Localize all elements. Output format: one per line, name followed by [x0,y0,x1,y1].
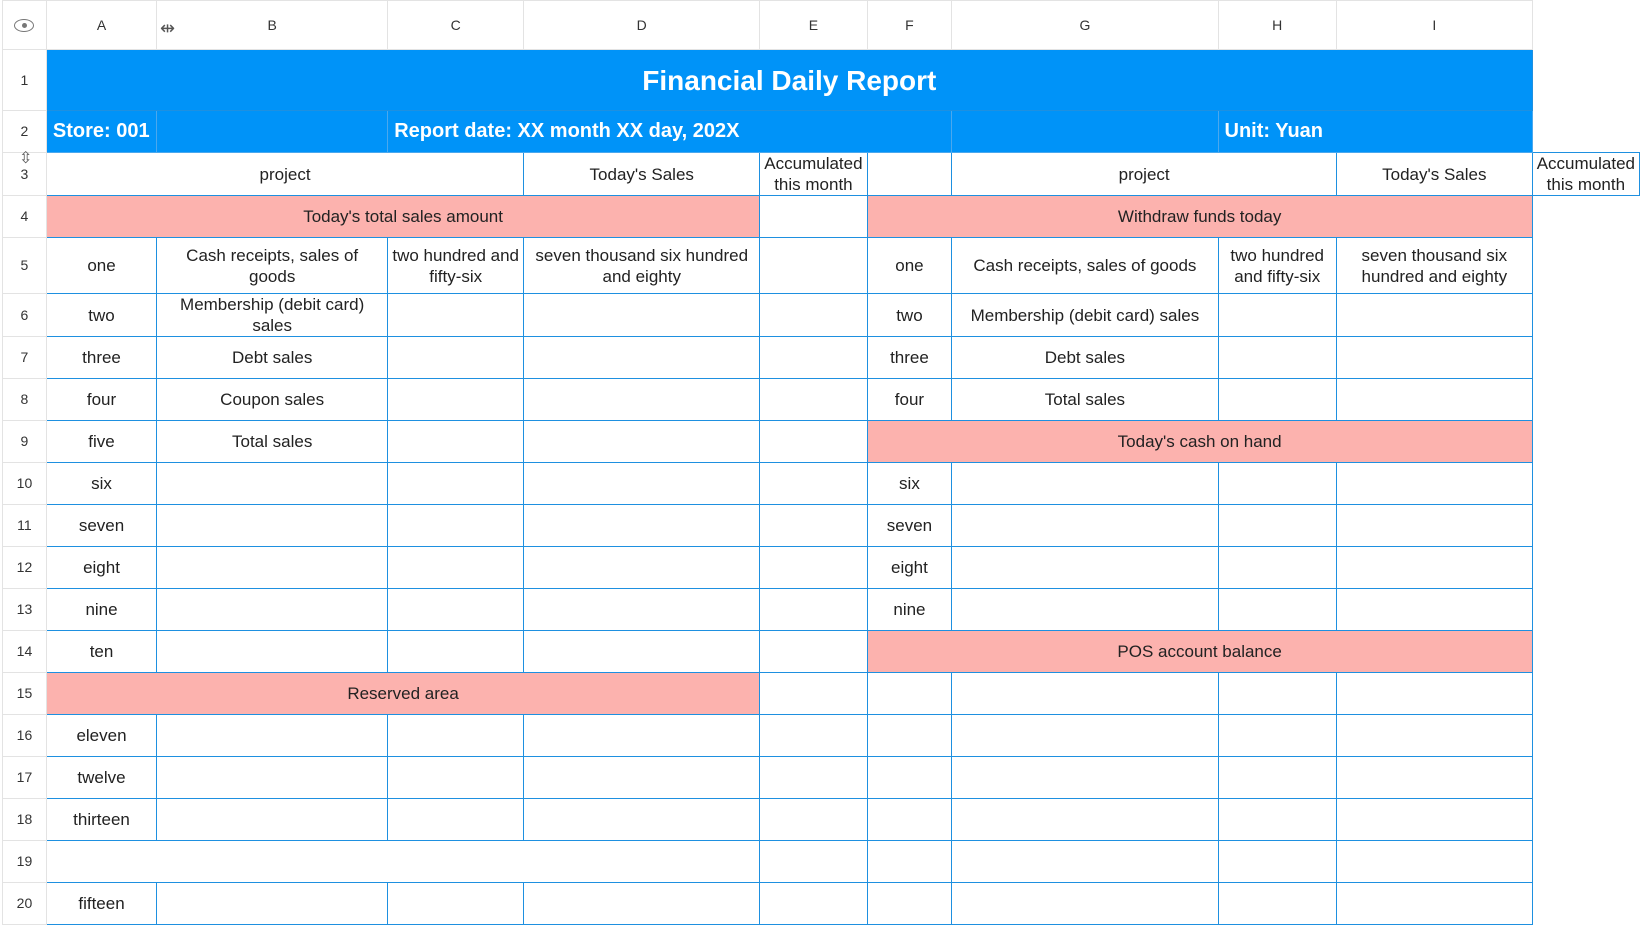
month-value[interactable] [1336,505,1532,547]
row-header[interactable]: 10 [3,463,47,505]
spacer-cell[interactable] [760,238,867,294]
empty-cell[interactable] [1218,673,1336,715]
item-name[interactable] [157,505,388,547]
today-value[interactable] [388,757,524,799]
item-name[interactable] [157,883,388,925]
month-value[interactable] [524,337,760,379]
month-value[interactable] [524,631,760,673]
cash-on-hand-section[interactable]: Today's cash on hand [867,421,1532,463]
item-number[interactable]: four [46,379,156,421]
item-number[interactable]: seven [867,505,952,547]
item-name[interactable]: Cash receipts, sales of goods [952,238,1218,294]
row-header[interactable]: 3 [3,153,47,196]
today-value[interactable] [388,505,524,547]
month-value[interactable] [1336,463,1532,505]
empty-cell[interactable] [1218,841,1336,883]
item-name[interactable]: Membership (debit card) sales [952,294,1218,337]
empty-cell[interactable] [1336,883,1532,925]
spacer-cell[interactable] [760,294,867,337]
table-row [3,589,1640,631]
column-header-d[interactable]: D [524,1,760,50]
row-header[interactable]: 4 [3,196,47,238]
eye-icon[interactable] [14,19,34,32]
column-header-b[interactable]: B [157,1,388,50]
column-header-row [3,1,1640,50]
column-header-c[interactable]: C [388,1,524,50]
row-header[interactable]: 7 [3,337,47,379]
accumulated-header-left[interactable]: Accumulated this month [760,153,867,196]
spacer-cell[interactable] [760,589,867,631]
spacer-cell[interactable] [867,153,952,196]
row-header[interactable]: 14 [3,631,47,673]
column-header-f[interactable]: F [867,1,952,50]
column-resize-icon[interactable]: ⇹ [160,18,176,38]
month-value[interactable]: seven thousand six hundred and eighty [524,238,760,294]
reserved-area-section[interactable]: Reserved area [46,673,759,715]
report-grid [2,0,1640,925]
item-name[interactable] [952,589,1218,631]
row-header[interactable]: 15 [3,673,47,715]
table-row [3,196,1640,238]
spacer-cell[interactable] [760,841,867,883]
empty-cell[interactable] [1336,757,1532,799]
item-name[interactable] [952,547,1218,589]
table-row [3,547,1640,589]
empty-cell[interactable] [1218,799,1336,841]
item-name[interactable] [952,463,1218,505]
today-value[interactable] [388,715,524,757]
today-value[interactable] [388,547,524,589]
month-value[interactable] [524,379,760,421]
today-value[interactable] [388,337,524,379]
spacer-cell[interactable] [760,505,867,547]
empty-cell[interactable] [1336,799,1532,841]
row-header[interactable]: 18 [3,799,47,841]
today-value[interactable] [388,799,524,841]
today-value[interactable] [1218,589,1336,631]
project-header-right[interactable]: project [952,153,1337,196]
spacer-cell[interactable] [760,547,867,589]
spacer-cell[interactable] [760,463,867,505]
row-header[interactable]: 9 [3,421,47,463]
table-row [3,673,1640,715]
month-value[interactable] [524,799,760,841]
column-header-g[interactable]: G [952,1,1218,50]
month-value[interactable] [524,589,760,631]
item-number[interactable]: one [867,238,952,294]
column-header-h[interactable]: H [1218,1,1336,50]
empty-cell[interactable] [952,883,1218,925]
total-sales-amount-section[interactable]: Today's total sales amount [46,196,759,238]
row-header[interactable]: 8 [3,379,47,421]
item-name[interactable]: Debt sales [952,337,1218,379]
item-number[interactable]: one [46,238,156,294]
item-number[interactable]: eight [46,547,156,589]
spacer-cell[interactable] [760,883,867,925]
item-number[interactable]: eight [867,547,952,589]
row-header[interactable]: 12 [3,547,47,589]
empty-merged-cell[interactable] [46,841,759,883]
row-header[interactable]: 11 [3,505,47,547]
month-value[interactable] [524,505,760,547]
row-header[interactable]: 16 [3,715,47,757]
table-row [3,715,1640,757]
item-name[interactable]: Coupon sales [157,379,388,421]
empty-cell[interactable] [952,673,1218,715]
table-row [3,421,1640,463]
spacer-cell[interactable] [760,421,867,463]
table-row [3,505,1640,547]
table-row [3,337,1640,379]
empty-cell[interactable] [867,799,952,841]
empty-cell[interactable] [1218,757,1336,799]
month-value[interactable] [524,463,760,505]
item-name[interactable] [157,589,388,631]
empty-cell[interactable] [952,715,1218,757]
item-number[interactable]: thirteen [46,799,156,841]
today-value[interactable] [388,463,524,505]
empty-cell[interactable] [952,841,1218,883]
today-value[interactable]: two hundred and fifty-six [1218,238,1336,294]
today-value[interactable] [1218,505,1336,547]
spacer-cell[interactable] [760,337,867,379]
row-header[interactable]: 17 [3,757,47,799]
item-name[interactable] [157,547,388,589]
item-name[interactable] [157,715,388,757]
month-value[interactable] [524,421,760,463]
today-value[interactable] [1218,547,1336,589]
table-row [3,294,1640,337]
item-number[interactable]: five [46,421,156,463]
empty-cell[interactable] [1336,715,1532,757]
item-number[interactable]: ten [46,631,156,673]
column-header-e[interactable]: E [760,1,867,50]
table-row [3,883,1640,925]
empty-cell[interactable] [1218,715,1336,757]
withdraw-funds-section[interactable]: Withdraw funds today [867,196,1532,238]
today-value[interactable] [1218,294,1336,337]
table-row [3,841,1640,883]
month-value[interactable] [1336,589,1532,631]
table-row [3,153,1640,196]
empty-cell[interactable] [952,799,1218,841]
empty-cell[interactable] [867,841,952,883]
row-header[interactable]: 19 [3,841,47,883]
table-row [3,379,1640,421]
spacer-cell[interactable] [760,673,867,715]
table-row [3,463,1640,505]
month-value[interactable] [524,883,760,925]
item-name[interactable] [157,757,388,799]
empty-cell[interactable] [867,673,952,715]
today-value[interactable] [388,294,524,337]
viewport-edge [0,940,1640,952]
spacer-cell[interactable] [760,757,867,799]
month-value[interactable]: seven thousand six hundred and eighty [1336,238,1532,294]
todays-sales-header-right[interactable]: Today's Sales [1336,153,1532,196]
table-row [3,757,1640,799]
item-number[interactable]: two [46,294,156,337]
column-header-a[interactable]: A [46,1,156,50]
empty-cell[interactable] [867,715,952,757]
month-value[interactable] [1336,294,1532,337]
item-name[interactable]: Cash receipts, sales of goods [157,238,388,294]
month-value[interactable] [524,757,760,799]
table-row [3,238,1640,294]
today-value[interactable] [388,421,524,463]
project-header-left[interactable]: project [46,153,523,196]
today-value[interactable] [388,883,524,925]
row-header[interactable]: 2 [3,111,47,153]
store-cell[interactable]: Store: 001 [46,111,156,153]
item-number[interactable]: six [46,463,156,505]
month-value[interactable] [524,715,760,757]
item-number[interactable]: two [867,294,952,337]
today-value[interactable] [388,379,524,421]
unit-cell[interactable]: Unit: Yuan [1218,111,1532,153]
item-name[interactable] [157,799,388,841]
spacer-cell[interactable] [760,196,867,238]
accumulated-header-right[interactable]: Accumulated this month [1532,153,1639,196]
table-row [3,111,1640,153]
month-value[interactable] [1336,379,1532,421]
empty-cell[interactable] [867,757,952,799]
item-name[interactable] [157,463,388,505]
table-row [3,799,1640,841]
row-header[interactable]: 20 [3,883,47,925]
row-header[interactable]: 6 [3,294,47,337]
item-number[interactable]: three [867,337,952,379]
month-value[interactable] [524,547,760,589]
item-name[interactable] [952,505,1218,547]
today-value[interactable] [1218,337,1336,379]
today-value[interactable] [388,589,524,631]
item-number[interactable]: twelve [46,757,156,799]
today-value[interactable]: two hundred and fifty-six [388,238,524,294]
item-number[interactable]: six [867,463,952,505]
item-name[interactable]: Debt sales [157,337,388,379]
todays-sales-header-left[interactable]: Today's Sales [524,153,760,196]
row-header[interactable]: 1 [3,50,47,111]
empty-cell[interactable] [1218,883,1336,925]
item-name[interactable]: Total sales [952,379,1218,421]
row-header[interactable]: 13 [3,589,47,631]
row-resize-icon[interactable]: ⇳ [19,150,33,167]
spacer-cell[interactable] [760,715,867,757]
empty-cell[interactable] [867,883,952,925]
table-row [3,631,1640,673]
month-value[interactable] [1336,337,1532,379]
column-header-i[interactable]: I [1336,1,1532,50]
empty-cell[interactable] [1336,673,1532,715]
empty-cell[interactable] [1336,841,1532,883]
item-name[interactable]: Membership (debit card) sales [157,294,388,337]
report-title[interactable]: Financial Daily Report [46,50,1532,111]
item-number[interactable]: nine [46,589,156,631]
item-number[interactable]: eleven [46,715,156,757]
today-value[interactable] [388,631,524,673]
item-name[interactable]: Total sales [157,421,388,463]
today-value[interactable] [1218,379,1336,421]
today-value[interactable] [1218,463,1336,505]
item-number[interactable]: three [46,337,156,379]
item-number[interactable]: nine [867,589,952,631]
empty-cell[interactable] [952,757,1218,799]
select-all-corner[interactable] [3,1,47,50]
pos-balance-section[interactable]: POS account balance [867,631,1532,673]
row-header[interactable]: 5 [3,238,47,294]
item-number[interactable]: four [867,379,952,421]
spacer-cell[interactable] [760,379,867,421]
item-name[interactable] [157,631,388,673]
spacer-cell[interactable] [760,631,867,673]
report-date-cell[interactable]: Report date: XX month XX day, 202X [388,111,952,153]
month-value[interactable] [1336,547,1532,589]
item-number[interactable]: seven [46,505,156,547]
blank-header-cell[interactable] [952,111,1218,153]
item-number[interactable]: fifteen [46,883,156,925]
month-value[interactable] [524,294,760,337]
blank-header-cell[interactable] [157,111,388,153]
spacer-cell[interactable] [760,799,867,841]
table-row [3,50,1640,111]
